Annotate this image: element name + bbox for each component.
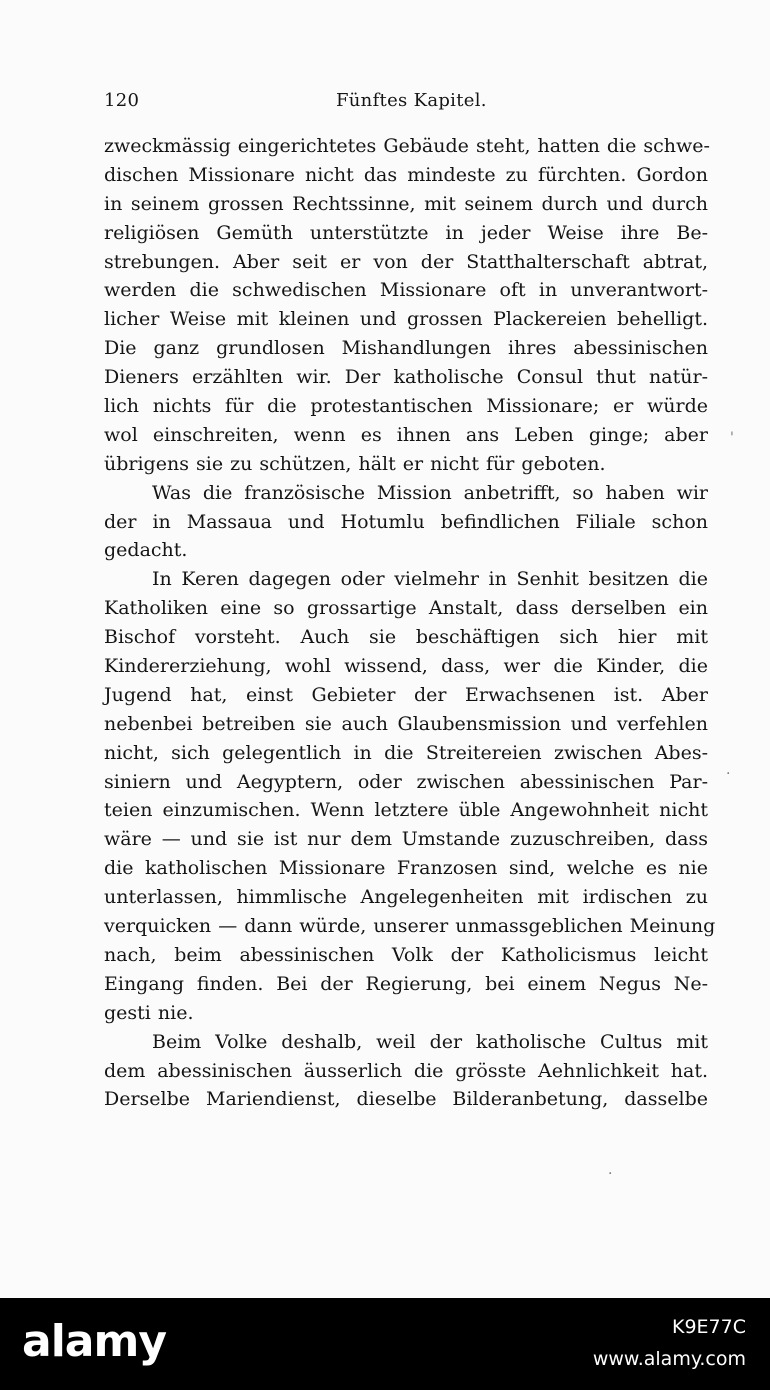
text-line: wäre — und sie ist nur dem Umstande zuzuschreiben, dass <box>104 828 708 851</box>
text-line: Jugend hat, einst Gebieter der Erwachsenen ist. Aber <box>104 683 708 706</box>
text-line: zweckmässig eingerichtetes Gebäude steht, hatten die schwe- <box>104 135 710 157</box>
text-line: gedacht. <box>104 539 188 562</box>
text-line: wol einschreiten, wenn es ihnen ans Leben ginge; aber <box>104 423 708 446</box>
running-head <box>104 90 708 120</box>
page-number: 120 <box>104 90 140 111</box>
text-line: Katholiken eine so grossartige Anstalt, dass derselben ein <box>104 597 708 620</box>
text-line: Derselbe Mariendienst, dieselbe Bilderanbetung, dasselbe <box>104 1088 708 1111</box>
text-line: Die ganz grundlosen Mishandlungen ihres abessinischen <box>104 337 708 360</box>
text-line: siniern und Aegyptern, oder zwischen abessinischen Par- <box>104 770 708 793</box>
scan-speck: . <box>726 762 731 778</box>
text-line: werden die schwedischen Missionare oft in unverantwort- <box>104 279 708 302</box>
text-line: in seinem grossen Rechtssinne, mit seinem durch und durch <box>104 192 708 215</box>
scan-speck: . <box>608 1162 613 1178</box>
banner-url: www.alamy.com <box>592 1348 746 1370</box>
text-line: Was die französische Mission anbetrifft, so haben wir <box>152 481 708 504</box>
text-line: übrigens sie zu schützen, hält er nicht für geboten. <box>104 452 606 475</box>
text-line: Dieners erzählten wir. Der katholische Consul thut natür- <box>104 366 708 389</box>
text-line: dem abessinischen äusserlich die grösste Aehnlichkeit hat. <box>104 1059 708 1082</box>
text-line: In Keren dagegen oder vielmehr in Senhit besitzen die <box>152 568 708 591</box>
alamy-logo: alamy <box>22 1316 166 1367</box>
text-line: nach, beim abessinischen Volk der Katholicismus leicht <box>104 943 708 966</box>
text-line: nebenbei betreiben sie auch Glaubensmission und verfehlen <box>104 712 708 735</box>
chapter-title: Fünftes Kapitel. <box>336 90 487 111</box>
text-line: Beim Volke deshalb, weil der katholische Cultus mit <box>152 1030 708 1053</box>
text-line: die katholischen Missionare Franzosen sind, welche es nie <box>104 857 708 880</box>
text-line: nicht, sich gelegentlich in die Streitereien zwischen Abes- <box>104 741 708 764</box>
text-line: Kindererziehung, wohl wissend, dass, wer die Kinder, die <box>104 655 708 678</box>
text-line: gesti nie. <box>104 1001 194 1024</box>
scan-speck: ' <box>730 430 734 446</box>
image-code: K9E77C <box>672 1316 746 1338</box>
text-line: Eingang finden. Bei der Regierung, bei einem Negus Ne- <box>104 972 708 995</box>
text-line: unterlassen, himmlische Angelegenheiten mit irdischen zu <box>104 886 708 909</box>
text-line: dischen Missionare nicht das mindeste zu fürchten. Gordon <box>104 163 708 186</box>
text-line: lich nichts für die protestantischen Missionare; er würde <box>104 395 708 418</box>
text-line: verquicken — dann würde, unserer unmassgeblichen Meinung <box>104 915 716 938</box>
text-line: Bischof vorsteht. Auch sie beschäftigen sich hier mit <box>104 626 708 649</box>
text-line: teien einzumischen. Wenn letztere üble Angewohnheit nicht <box>104 799 708 822</box>
text-line: der in Massaua und Hotumlu befindlichen Filiale schon <box>104 510 708 533</box>
text-line: licher Weise mit kleinen und grossen Plackereien behelligt. <box>104 308 708 331</box>
text-line: religiösen Gemüth unterstützte in jeder Weise ihre Be- <box>104 221 708 244</box>
text-line: strebungen. Aber seit er von der Statthalterschaft abtrat, <box>104 250 708 273</box>
watermark-banner <box>0 1298 770 1390</box>
body-text <box>104 132 716 1114</box>
